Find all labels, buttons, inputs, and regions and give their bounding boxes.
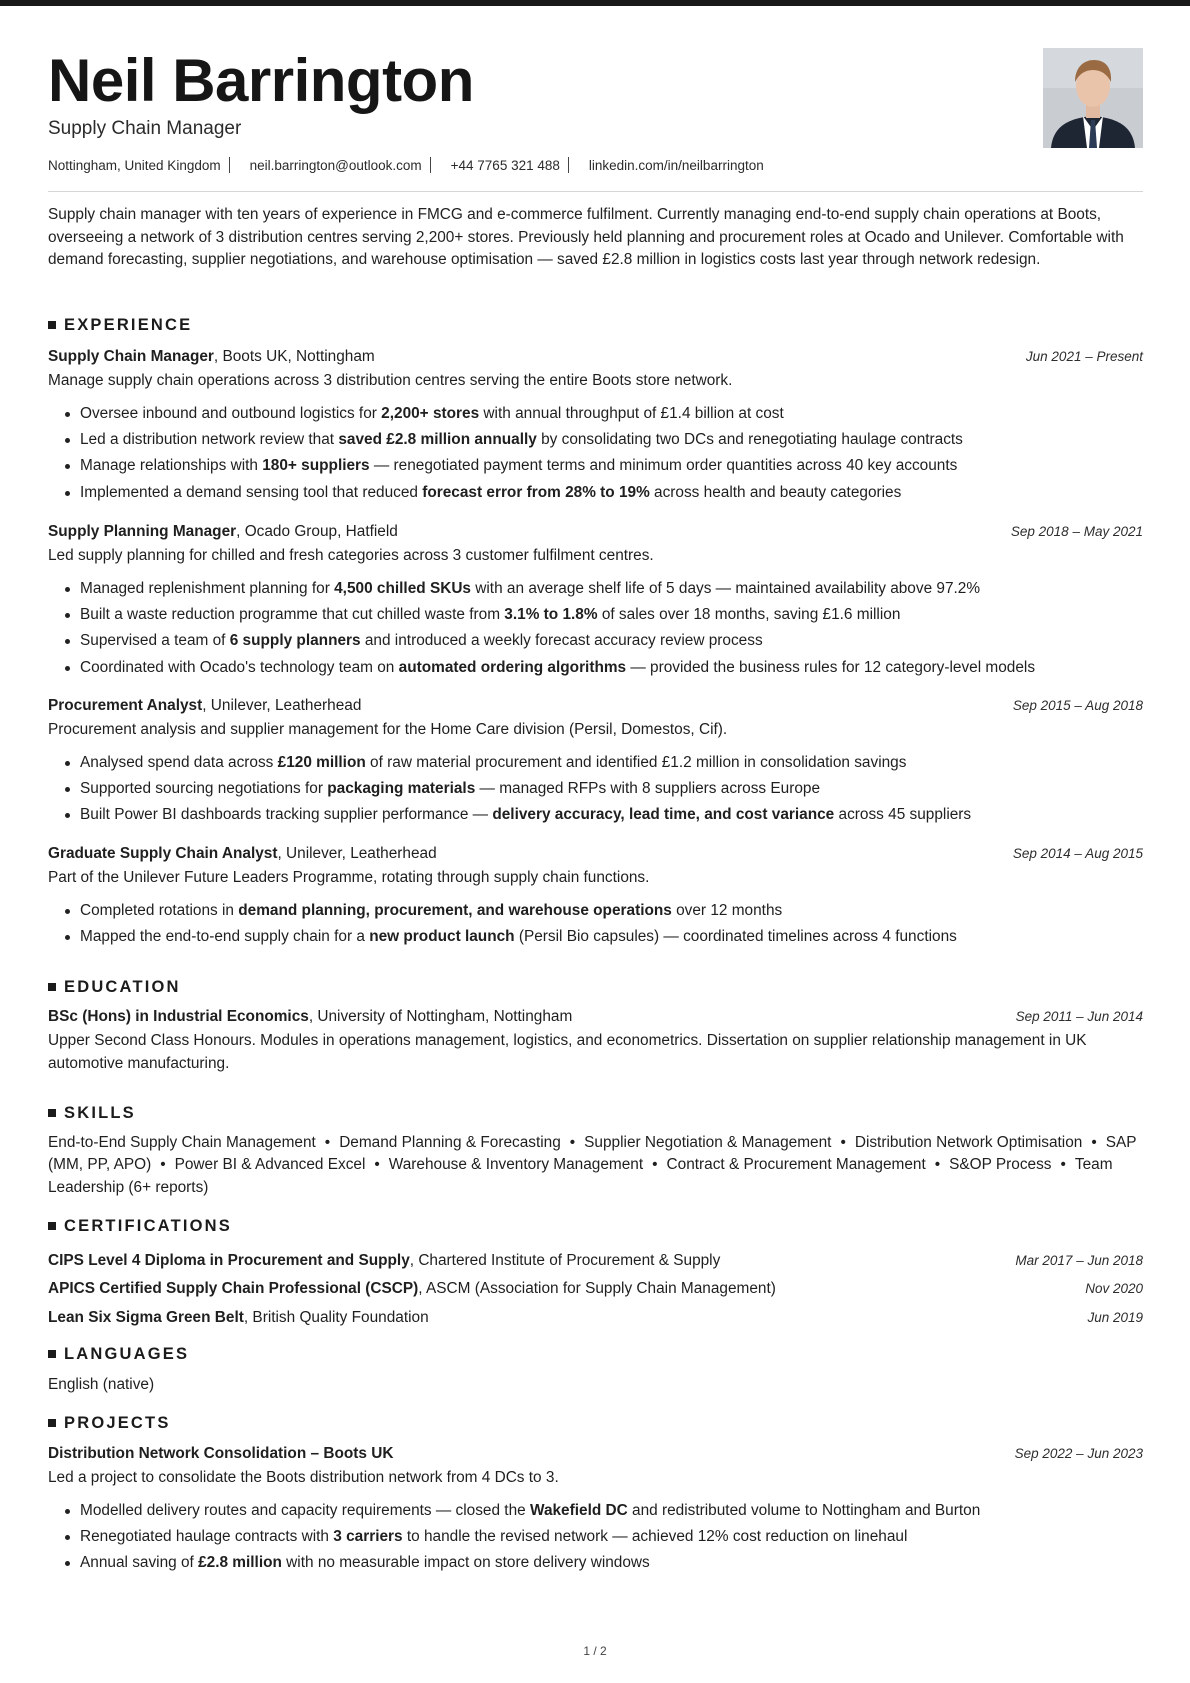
skill-separator: • <box>160 1156 166 1174</box>
experience-section <box>48 314 1143 336</box>
job-bullet: Supported sourcing negotiations for packaging materials — managed RFPs with 8 suppliers across Europe <box>80 776 1143 802</box>
certifications-heading <box>48 1215 1143 1237</box>
skill-item: End-to-End Supply Chain Management <box>48 1134 316 1151</box>
skill-item: Distribution Network Optimisation <box>854 1134 1083 1151</box>
certification-org: , Chartered Institute of Procurement & Supply <box>409 1252 721 1269</box>
experience-heading <box>48 314 1143 336</box>
candidate-name: Neil Barrington <box>48 47 474 114</box>
job-bullet: Led a distribution network review that saved £2.8 million annually by consolidating two DCs and renegotiating haulage contracts <box>80 427 1143 453</box>
job-role: Procurement Analyst <box>48 697 203 714</box>
skill-item: Team Leadership (6+ reports) <box>48 1156 1113 1196</box>
header-divider <box>48 191 1143 192</box>
contact-separator <box>568 157 569 173</box>
certification-date: Mar 2017 – Jun 2018 <box>1015 1253 1143 1268</box>
job-org: , Ocado Group, Hatfield <box>236 523 398 540</box>
skill-separator: • <box>1091 1134 1097 1151</box>
top-accent-bar <box>0 0 1190 6</box>
job-header <box>48 695 1143 717</box>
job-bullets <box>48 898 1143 950</box>
job-date: Jun 2021 – Present <box>1025 349 1143 364</box>
contact-separator <box>229 157 230 173</box>
job-bullet: Built Power BI dashboards tracking supplier performance — delivery accuracy, lead time, and cost variance across 45 suppliers <box>80 802 1143 828</box>
job-description: Part of the Unilever Future Leaders Programme, rotating through supply chain functions. <box>48 869 650 886</box>
skills-heading <box>48 1102 1143 1124</box>
contact-email[interactable]: neil.barrington@outlook.com <box>249 158 422 173</box>
job-bullet: Supervised a team of 6 supply planners and introduced a weekly forecast accuracy review process <box>80 628 1143 654</box>
skill-separator: • <box>324 1134 331 1151</box>
certification-row <box>48 1274 1143 1303</box>
job-bullets <box>48 401 1143 506</box>
skills-list <box>48 1132 1143 1199</box>
project-title: Distribution Network Consolidation – Boots UK <box>48 1445 394 1462</box>
education-degree: BSc (Hons) in Industrial Economics <box>48 1008 309 1025</box>
job-header <box>48 346 1143 368</box>
skill-separator: • <box>840 1134 846 1151</box>
section-bullet-icon <box>48 983 56 991</box>
skill-separator: • <box>934 1156 941 1174</box>
skill-item: Contract & Procurement Management <box>666 1156 926 1174</box>
candidate-title: Supply Chain Manager <box>48 118 242 139</box>
certification-org: , British Quality Foundation <box>243 1309 429 1326</box>
job-description: Led supply planning for chilled and fresh categories across 3 customer fulfilment centres. <box>48 547 654 564</box>
education-heading <box>48 976 1143 998</box>
job-org: , Boots UK, Nottingham <box>213 348 375 365</box>
job-bullet: Oversee inbound and outbound logistics for 2,200+ stores with annual throughput of £1.4 billion at cost <box>80 401 1143 427</box>
education-heading-text: EDUCATION <box>64 978 181 996</box>
certification-date: Nov 2020 <box>1085 1281 1143 1296</box>
contact-line <box>48 157 764 175</box>
project-description: Led a project to consolidate the Boots distribution network from 4 DCs to 3. <box>48 1469 559 1486</box>
skill-item: SAP (MM, PP, APO) <box>48 1134 1137 1174</box>
job-role: Graduate Supply Chain Analyst <box>48 845 278 862</box>
job-bullet: Completed rotations in demand planning, procurement, and warehouse operations over 12 months <box>80 898 1143 924</box>
skill-item: Demand Planning & Forecasting <box>339 1134 561 1151</box>
certification-row <box>48 1303 1143 1332</box>
certifications-heading-text: CERTIFICATIONS <box>64 1217 232 1235</box>
project-bullets <box>48 1498 1143 1577</box>
skill-item: Warehouse & Inventory Management <box>388 1156 644 1174</box>
languages-section <box>48 1343 1143 1396</box>
summary-paragraph: Supply chain manager with ten years of experience in FMCG and e-commerce fulfilment. Currently managing end-to-end supply chain operations at Boots, overseeing a network of 3 distribution centres serving 2,200+ stores. Previously held planning and procurement roles at Ocado and Unilever. Comfortable with demand forecasting, supplier negotiations, and warehouse optimisation — saved £2.8 million in logistics costs last year through network redesign. <box>48 206 1124 269</box>
job-org: , Unilever, Leatherhead <box>277 845 437 862</box>
job-bullet: Manage relationships with 180+ suppliers — renegotiated payment terms and minimum order quantities across 40 key accounts <box>80 453 1143 479</box>
skills-heading-text: SKILLS <box>64 1104 136 1122</box>
job-entry <box>48 521 1143 681</box>
skill-separator: • <box>374 1156 380 1174</box>
education-header <box>48 1006 1143 1028</box>
projects-heading-text: PROJECTS <box>64 1414 171 1432</box>
skill-separator: • <box>1060 1156 1066 1174</box>
skill-item: Supplier Negotiation & Management <box>584 1134 832 1151</box>
project-date: Sep 2022 – Jun 2023 <box>1014 1446 1143 1461</box>
skill-separator: • <box>652 1156 658 1174</box>
job-entry <box>48 843 1143 950</box>
job-role: Supply Chain Manager <box>48 348 214 365</box>
certification-org: , ASCM (Association for Supply Chain Management) <box>418 1280 776 1297</box>
skills-section <box>48 1102 1143 1199</box>
contact-location: Nottingham, United Kingdom <box>48 158 221 173</box>
page-number: 1 / 2 <box>583 1644 607 1658</box>
job-role: Supply Planning Manager <box>48 523 237 540</box>
project-bullet: Renegotiated haulage contracts with 3 carriers to handle the revised network — achieved 12% cost reduction on linehaul <box>80 1524 1143 1550</box>
job-bullet: Built a waste reduction programme that cut chilled waste from 3.1% to 1.8% of sales over 18 months, saving £1.6 million <box>80 602 1143 628</box>
profile-photo-illustration <box>1043 48 1143 148</box>
job-entry <box>48 346 1143 506</box>
job-bullets <box>48 576 1143 681</box>
skill-item: S&OP Process <box>949 1156 1052 1174</box>
projects-section <box>48 1412 1143 1577</box>
skill-separator: • <box>569 1134 576 1151</box>
languages-text: English (native) <box>48 1376 155 1393</box>
job-bullets <box>48 750 1143 829</box>
section-bullet-icon <box>48 321 56 329</box>
certifications-section <box>48 1215 1143 1332</box>
skill-item: Power BI & Advanced Excel <box>174 1156 366 1174</box>
education-date: Sep 2011 – Jun 2014 <box>1015 1009 1143 1024</box>
profile-photo <box>1043 48 1143 148</box>
job-header <box>48 521 1143 543</box>
job-date: Sep 2018 – May 2021 <box>1010 524 1143 539</box>
project-bullet: Modelled delivery routes and capacity requirements — closed the Wakefield DC and redistributed volume to Nottingham and Burton <box>80 1498 1143 1524</box>
experience-heading-text: EXPERIENCE <box>64 316 193 334</box>
job-date: Sep 2015 – Aug 2018 <box>1012 698 1143 713</box>
job-entry <box>48 695 1143 829</box>
job-bullet: Managed replenishment planning for 4,500 chilled SKUs with an average shelf life of 5 days — maintained availability above 97.2% <box>80 576 1143 602</box>
job-org: , Unilever, Leatherhead <box>202 697 362 714</box>
education-section <box>48 976 1143 1075</box>
certification-row <box>48 1247 1143 1274</box>
languages-heading-text: LANGUAGES <box>64 1345 190 1363</box>
section-bullet-icon <box>48 1419 56 1427</box>
job-bullet: Mapped the end-to-end supply chain for a new product launch (Persil Bio capsules) — coordinated timelines across 4 functions <box>80 924 1143 950</box>
job-bullet: Implemented a demand sensing tool that reduced forecast error from 28% to 19% across health and beauty categories <box>80 480 1143 506</box>
contact-phone[interactable]: +44 7765 321 488 <box>450 158 560 173</box>
job-description: Manage supply chain operations across 3 distribution centres serving the entire Boots store network. <box>48 372 733 389</box>
projects-heading <box>48 1412 1143 1434</box>
job-description: Procurement analysis and supplier management for the Home Care division (Persil, Domestos, Cif). <box>48 721 728 738</box>
section-bullet-icon <box>48 1350 56 1358</box>
certification-name: APICS Certified Supply Chain Professional (CSCP) <box>48 1280 419 1297</box>
project-bullet: Annual saving of £2.8 million with no measurable impact on store delivery windows <box>80 1550 1143 1576</box>
education-description: Upper Second Class Honours. Modules in operations management, logistics, and econometrics. Dissertation on supplier relationship management in UK automotive manufacturing. <box>48 1032 1087 1072</box>
section-bullet-icon <box>48 1109 56 1117</box>
section-bullet-icon <box>48 1222 56 1230</box>
certification-date: Jun 2019 <box>1087 1310 1143 1325</box>
contact-linkedin[interactable]: linkedin.com/in/neilbarrington <box>588 158 764 173</box>
job-bullet: Analysed spend data across £120 million of raw material procurement and identified £1.2 million in consolidation savings <box>80 750 1143 776</box>
job-header <box>48 843 1143 865</box>
education-school: , University of Nottingham, Nottingham <box>308 1008 573 1025</box>
certification-name: CIPS Level 4 Diploma in Procurement and Supply <box>48 1252 410 1269</box>
job-date: Sep 2014 – Aug 2015 <box>1012 846 1143 861</box>
job-bullet: Coordinated with Ocado's technology team on automated ordering algorithms — provided the business rules for 12 category-level models <box>80 655 1143 681</box>
project-header <box>48 1443 1143 1465</box>
contact-separator <box>430 157 431 173</box>
languages-heading <box>48 1343 1143 1365</box>
certification-name: Lean Six Sigma Green Belt <box>48 1309 244 1326</box>
